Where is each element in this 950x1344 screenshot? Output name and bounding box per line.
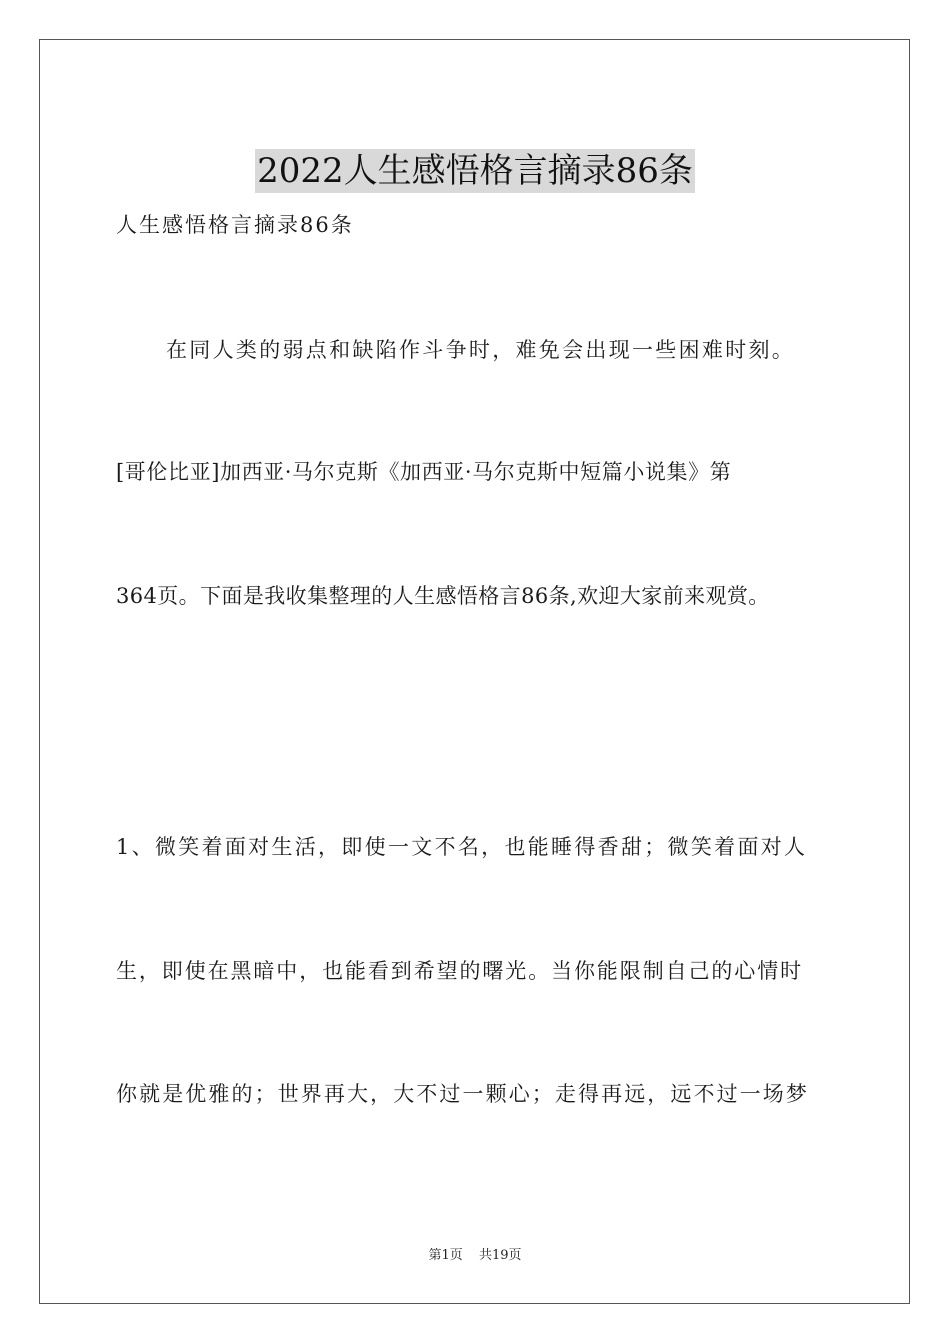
paragraph-line: 在同人类的弱点和缺陷作斗争时，难免会出现一些困难时刻。 [166, 338, 796, 362]
document-title: 2022人生感悟格言摘录86条 [257, 150, 693, 191]
quote-line: 生，即使在黑暗中，也能看到希望的曙光。当你能限制自己的心情时 [116, 959, 803, 983]
page-footer [0, 1247, 950, 1265]
document-subtitle: 人生感悟格言摘录86条 [116, 213, 354, 237]
page-number: 第1页 [428, 1248, 463, 1263]
page-total: 共19页 [478, 1248, 522, 1263]
paragraph-line: 364页。下面是我收集整理的人生感悟格言86条,欢迎大家前来观赏。 [116, 584, 770, 608]
quote-line: 1、微笑着面对生活，即使一文不名，也能睡得香甜；微笑着面对人 [116, 835, 808, 859]
paragraph-line: [哥伦比亚]加西亚·马尔克斯《加西亚·马尔克斯中短篇小说集》第 [116, 460, 732, 484]
quote-line: 你就是优雅的；世界再大，大不过一颗心；走得再远，远不过一场梦 [116, 1082, 809, 1106]
title-container [0, 126, 950, 216]
